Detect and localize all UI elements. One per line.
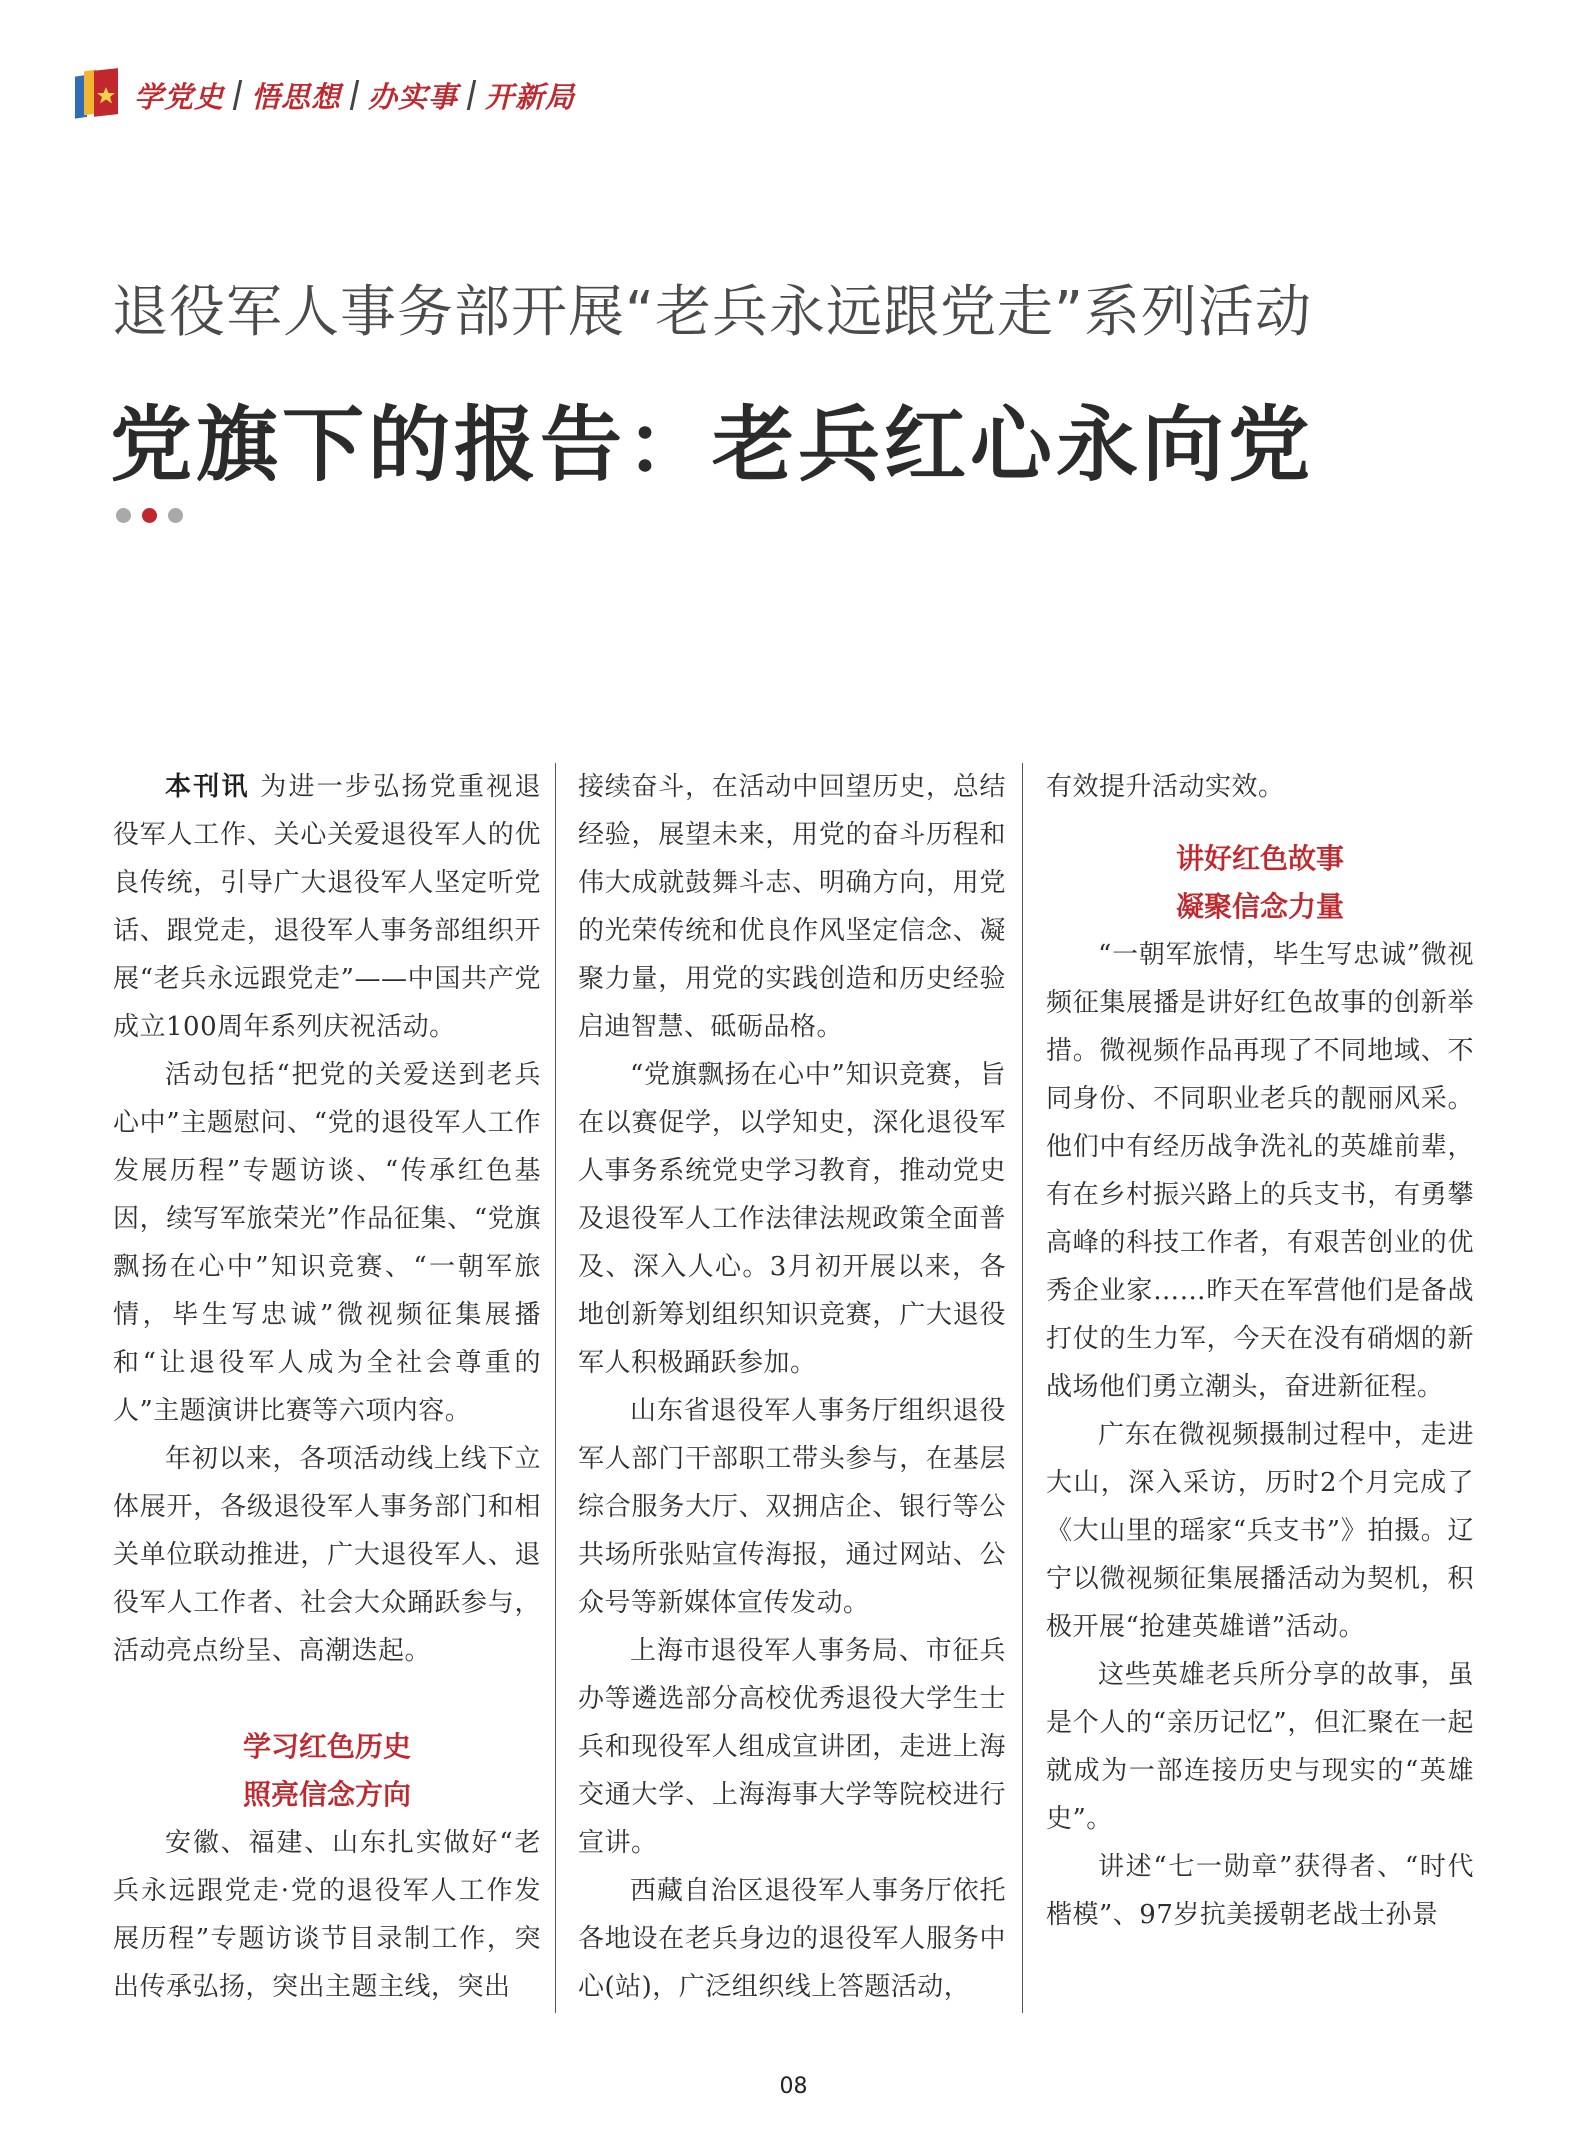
books-star-icon: [72, 67, 124, 123]
column-3: [1046, 763, 1474, 1939]
paragraph: [113, 763, 541, 1051]
column-2: [578, 763, 1006, 2011]
column-divider: [1022, 763, 1023, 2013]
divider: [350, 80, 359, 110]
paragraph: 西藏自治区退役军人事务厅依托各地设在老兵身边的退役军人服务中心(站)，广泛组织线上答题活动，: [578, 1876, 1006, 2002]
article-subtitle: 退役军人事务部开展“老兵永远跟党走”系列活动: [112, 280, 1313, 345]
paragraph: 讲述“七一勋章”获得者、“时代楷模”、97岁抗美援朝老战士孙景: [1046, 1852, 1474, 1930]
paragraph: 有效提升活动实效。: [1046, 772, 1285, 802]
page-number: 08: [779, 2074, 808, 2099]
banner-item-1: 学党史: [134, 79, 225, 114]
paragraph: 安徽、福建、山东扎实做好“老兵永远跟党走·党的退役军人工作发展历程”专题访谈节目录制工作，突出传承弘扬，突出主题主线，突出: [113, 1828, 541, 2002]
paragraph: 这些英雄老兵所分享的故事，虽是个人的“亲历记忆”，但汇聚在一起就成为一部连接历史与现实的“英雄史”。: [1046, 1660, 1474, 1834]
section-banner: [72, 66, 575, 124]
paragraph: 接续奋斗，在活动中回望历史，总结经验，展望未来，用党的奋斗历程和伟大成就鼓舞斗志、明确方向，用党的光荣传统和优良作风坚定信念、凝聚力量，用党的实践创造和历史经验启迪智慧、砥砺品格。: [578, 772, 1006, 1042]
article-title: 党旗下的报告：老兵红心永向党: [110, 398, 1315, 493]
banner-item-4: 开新局: [485, 79, 576, 114]
divider: [233, 80, 242, 110]
banner-item-2: 悟思想: [251, 79, 342, 114]
gray-dot-icon: [116, 508, 131, 523]
paragraph: 活动包括“把党的关爱送到老兵心中”主题慰问、“党的退役军人工作发展历程”专题访谈、“传承红色基因，续写军旅荣光”作品征集、“党旗飘扬在心中”知识竞赛、“一朝军旅情，毕生写忠诚”微视频征集展播和“让退役军人成为全社会尊重的人”主题演讲比赛等六项内容。: [113, 1060, 541, 1426]
section-heading: 凝聚信念力量: [1175, 890, 1344, 923]
gray-dot-icon: [168, 508, 183, 523]
column-divider: [555, 763, 556, 2013]
dateline: 本刊讯: [165, 772, 250, 802]
banner-item-3: 办实事: [368, 79, 459, 114]
column-1: [113, 763, 541, 2011]
paragraph: 上海市退役军人事务局、市征兵办等遴选部分高校优秀退役大学生士兵和现役军人组成宣讲团，走进上海交通大学、上海海事大学等院校进行宣讲。: [578, 1636, 1006, 1858]
paragraph: 山东省退役军人事务厅组织退役军人部门干部职工带头参与，在基层综合服务大厅、双拥店企、银行等公共场所张贴宣传海报，通过网站、公众号等新媒体宣传发动。: [578, 1396, 1006, 1618]
paragraph-text: 为进一步弘扬党重视退役军人工作、关心关爱退役军人的优良传统，引导广大退役军人坚定听党话、跟党走，退役军人事务部组织开展“老兵永远跟党走”——中国共产党成立100周年系列庆祝活动。: [113, 772, 541, 1042]
paragraph: “党旗飘扬在心中”知识竞赛，旨在以赛促学，以学知史，深化退役军人事务系统党史学习教育，推动党史及退役军人工作法律法规政策全面普及、深入人心。3月初开展以来，各地创新筹划组织知识竞赛，广大退役军人积极踊跃参加。: [578, 1060, 1006, 1378]
section-heading: 照亮信念方向: [242, 1778, 411, 1811]
paragraph: “一朝军旅情，毕生写忠诚”微视频征集展播是讲好红色故事的创新举措。微视频作品再现了不同地域、不同身份、不同职业老兵的靓丽风采。他们中有经历战争洗礼的英雄前辈，有在乡村振兴路上的兵支书，有勇攀高峰的科技工作者，有艰苦创业的优秀企业家……昨天在军营他们是备战打仗的生力军，今天在没有硝烟的新战场他们勇立潮头，奋进新征程。: [1046, 940, 1474, 1402]
divider: [467, 80, 476, 110]
paragraph: 广东在微视频摄制过程中，走进大山，深入采访，历时2个月完成了《大山里的瑶家“兵支书”》拍摄。辽宁以微视频征集展播活动为契机，积极开展“抢建英雄谱”活动。: [1046, 1420, 1474, 1642]
section-heading: 讲好红色故事: [1175, 842, 1344, 875]
decorative-dots: [116, 508, 183, 523]
section-heading: 学习红色历史: [242, 1730, 411, 1763]
paragraph: 年初以来，各项活动线上线下立体展开，各级退役军人事务部门和相关单位联动推进，广大退役军人、退役军人工作者、社会大众踊跃参与，活动亮点纷呈、高潮迭起。: [113, 1444, 541, 1666]
red-dot-icon: [142, 508, 157, 523]
